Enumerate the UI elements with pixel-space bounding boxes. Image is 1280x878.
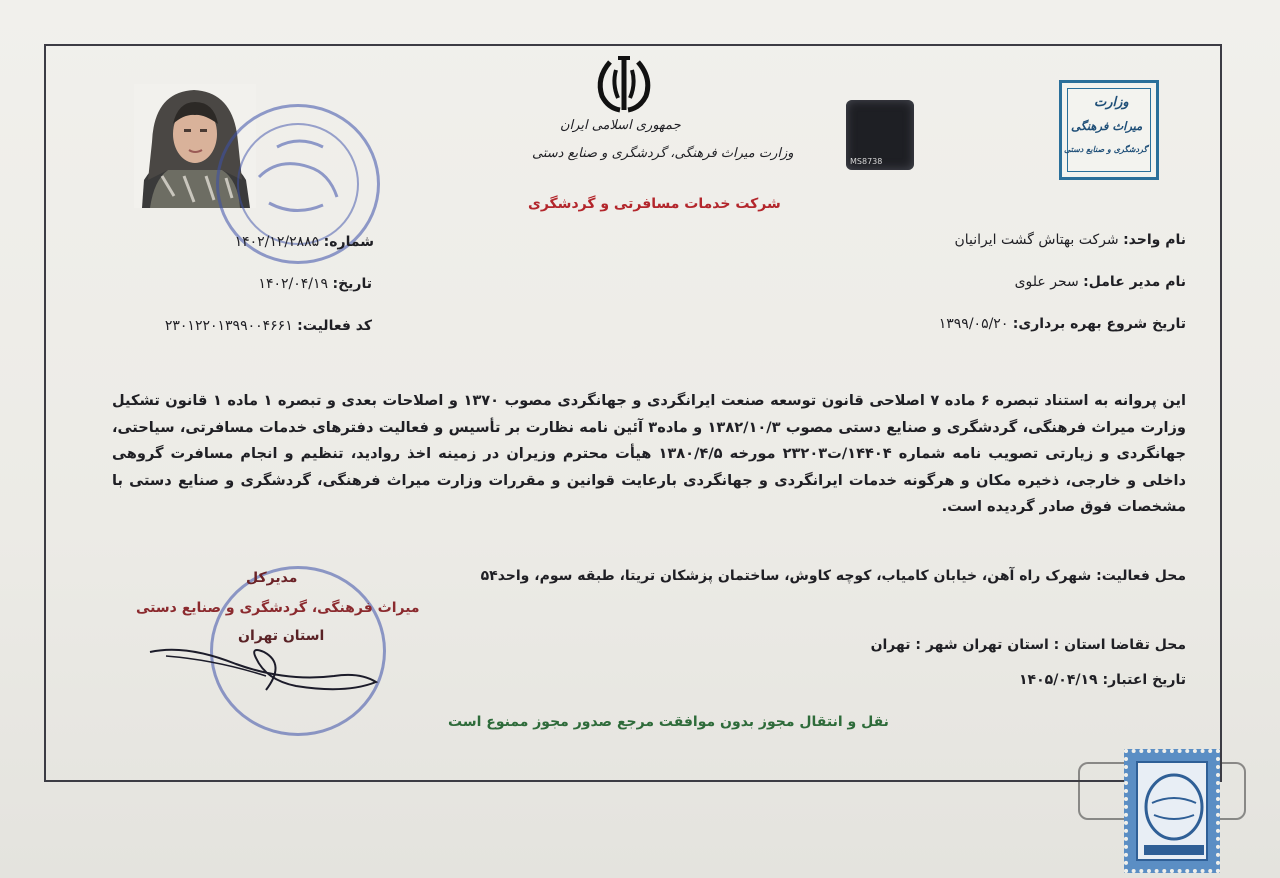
- activity-code-row: [165, 318, 372, 334]
- validity-value: ۱۴۰۵/۰۴/۱۹: [1019, 672, 1098, 688]
- signature-line-1: مدیرکل: [246, 570, 298, 586]
- number-row: [235, 234, 374, 250]
- transfer-notice: نقل و انتقال مجوز بدون موافقت مرجع صدور مجوز ممنوع است: [448, 714, 889, 730]
- ministry-title: وزارت میراث فرهنگی، گردشگری و صنایع دستی: [532, 146, 794, 161]
- signature-line-3: استان تهران: [238, 628, 325, 644]
- activity-location-row: [481, 568, 1186, 584]
- unit-value: شرکت بهتاش گشت ایرانیان: [954, 232, 1119, 248]
- republic-title: جمهوری اسلامی ایران: [560, 118, 681, 133]
- issue-date-value: ۱۴۰۲/۰۴/۱۹: [258, 276, 329, 292]
- unit-label: نام واحد:: [1123, 232, 1186, 248]
- request-location-label: محل تقاضا: [1110, 637, 1186, 653]
- start-date-row: [939, 316, 1186, 332]
- company-type: شرکت خدمات مسافرتی و گردشگری: [528, 196, 781, 212]
- logo-line-3: گردشگری و صنایع دستی: [1064, 145, 1148, 154]
- request-location-row: [871, 637, 1186, 653]
- hologram-sticker: [846, 100, 914, 170]
- handwritten-signature: [146, 636, 386, 706]
- request-location-value: استان : استان تهران شهر : تهران: [870, 637, 1106, 653]
- number-label: شماره:: [323, 234, 374, 250]
- manager-row: [1015, 274, 1186, 290]
- signature-line-2: میراث فرهنگی، گردشگری و صنایع دستی: [136, 600, 420, 616]
- logo-line-1: وزارت: [1094, 95, 1129, 110]
- hologram-code: MS8738: [850, 157, 883, 166]
- revenue-stamp: [1124, 749, 1220, 873]
- start-date-label: تاریخ شروع بهره برداری:: [1012, 316, 1186, 332]
- activity-location-value: شهرک راه آهن، خیابان کامیاب، کوچه کاوش، ساختمان پزشکان تریتا، طبقه سوم، واحد۵۴: [480, 568, 1092, 584]
- issue-date-row: [258, 276, 372, 292]
- ministry-logo: [1059, 80, 1159, 180]
- number-value: ۱۴۰۲/۱۲/۲۸۸۵: [234, 234, 320, 250]
- unit-row: [954, 232, 1186, 248]
- license-body-text: این پروانه به استناد تبصره ۶ ماده ۷ اصلاحی قانون توسعه صنعت ایرانگردی و جهانگردی مصوب ۱۳۷۰ و اصلاحات بعدی و تبصره ۱ ماده ۱ قانون تشکیل وزارت میراث فرهنگی، گردشگری و صنایع دستی مصوب ۱۳۸۲/۱۰/۳ و ماده۳ آئین نامه نظارت بر تأسیس و فعالیت دفترهای خدمات مسافرتی، سیاحتی، جهانگردی و زیارتی تصویب نامه شماره ۱۴۴۰۴/ت۲۳۲۰۳ مورخه ۱۳۸۰/۴/۵ هیأت محترم وزیران در زمینه اخذ روادید، تنظیم و انجام مسافرت گروهی داخلی و خارجی، ذخیره مکان و هرگونه خدمات ایرانگردی و جهانگردی بارعایت قوانین و مقررات وزارت میراث فرهنگی، گردشگری و صنایع دستی با مشخصات فوق صادر گردیده است.: [112, 392, 1186, 515]
- iran-emblem-icon: [590, 52, 658, 114]
- logo-frame: [1064, 88, 1151, 172]
- activity-code-value: ۲۳۰۱۲۲۰۱۳۹۹۰۰۴۶۶۱: [164, 318, 293, 334]
- validity-label: تاریخ اعتبار:: [1102, 672, 1186, 688]
- logo-line-2: میراث فرهنگی: [1071, 119, 1143, 133]
- issue-date-label: تاریخ:: [332, 276, 372, 292]
- activity-code-label: کد فعالیت:: [297, 318, 372, 334]
- manager-label: نام مدیر عامل:: [1083, 274, 1186, 290]
- validity-row: [1019, 672, 1186, 688]
- start-date-value: ۱۳۹۹/۰۵/۲۰: [938, 316, 1009, 332]
- manager-value: سحر علوی: [1014, 274, 1079, 290]
- stamp-frame: [1136, 761, 1208, 861]
- activity-location-label: محل فعالیت:: [1096, 568, 1186, 584]
